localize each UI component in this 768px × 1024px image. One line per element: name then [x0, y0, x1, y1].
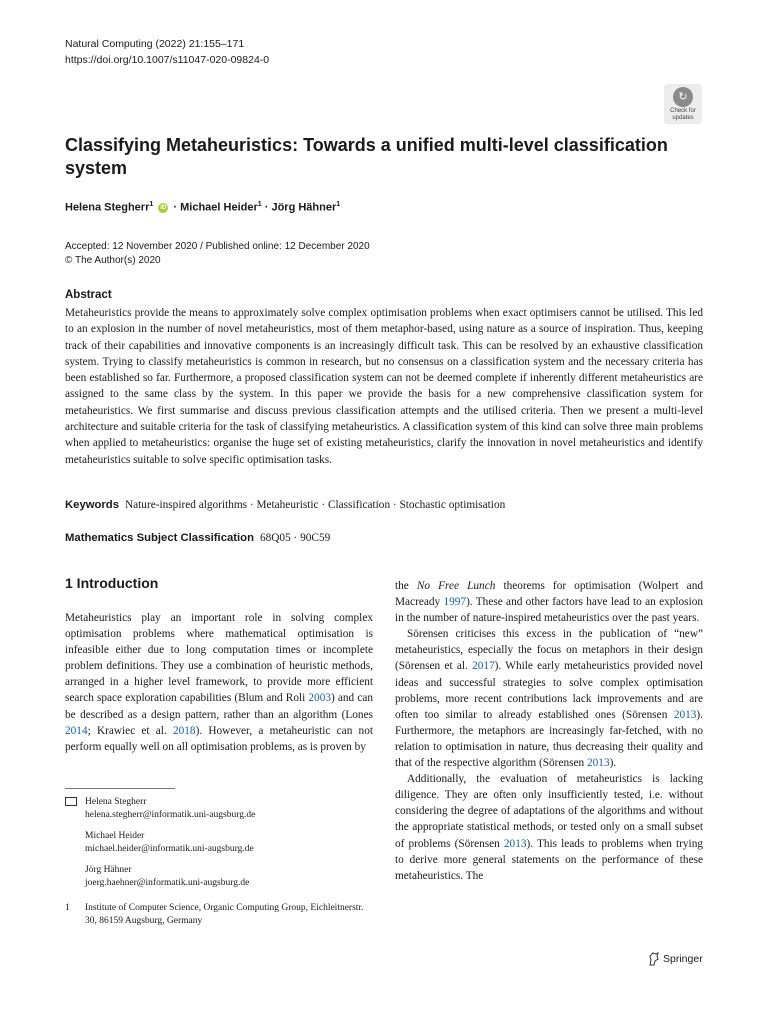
citation-link[interactable]: 2003 — [308, 692, 331, 705]
citation-link[interactable]: 2013 — [587, 757, 610, 770]
publisher-logo — [648, 952, 703, 966]
intro-paragraph: Metaheuristics play an important role in solving complex optimisation problems where mathematical optimisation is infeasible either due to long computation times or incomplete problem definitions. They use a combination of heuristic methods, arranged in a higher level framework, to provide more efficient search space exploration capabilities (Blum and Roli 2003) and can be described as a design pattern, rather than an algorithm (Lones 2014; Krawiec et al. 2018). However, a metaheuristic can not perform equally well on all optimisation problems, as is proven by — [65, 612, 373, 753]
msc-line — [65, 532, 330, 544]
contact-email[interactable]: helena.stegherr@informatik.uni-augsburg.de — [85, 810, 256, 820]
citation-link[interactable]: 2017 — [472, 660, 495, 673]
envelope-icon — [65, 797, 77, 806]
author-affiliation-mark: 1 — [336, 201, 341, 208]
body-column-right — [395, 578, 703, 884]
copyright-line: © The Author(s) 2020 — [65, 255, 161, 266]
msc-value: 68Q05 · 90C59 — [259, 532, 331, 544]
affiliation-entry — [65, 902, 375, 928]
author-affiliation-mark: 1 — [149, 201, 154, 208]
contact-name: Jörg Hähner — [85, 865, 132, 875]
author-name[interactable]: Helena Stegherr — [65, 201, 150, 214]
contact-entry — [65, 864, 375, 890]
contact-name: Michael Heider — [85, 831, 145, 841]
section-heading-introduction: 1 Introduction — [65, 575, 159, 591]
citation-link[interactable]: 2013 — [503, 837, 527, 850]
keywords-line — [65, 499, 505, 511]
intro-paragraph: the No Free Lunch theorems for optimisation (Wolpert and Macready 1997). These and other factors have lead to an explosion in the number of nature-inspired metaheuristics over the past years. — [395, 580, 704, 625]
author-name[interactable]: Jörg Hähner — [271, 201, 337, 214]
abstract-heading: Abstract — [65, 289, 112, 301]
publisher-name: Springer — [663, 953, 703, 965]
paper-title: Classifying Metaheuristics: Towards a unified multi-level classification system — [65, 135, 668, 178]
publication-dates — [65, 240, 370, 268]
author-affiliation-mark: 1 — [257, 201, 262, 208]
orcid-icon[interactable]: iD — [160, 204, 167, 211]
check-for-updates-badge[interactable] — [664, 84, 702, 124]
affiliation-mark: 1 — [65, 903, 70, 913]
msc-label: Mathematics Subject Classification — [65, 532, 254, 544]
journal-citation: Natural Computing (2022) 21:155–171 — [65, 38, 245, 50]
body-column-left — [65, 610, 373, 755]
refresh-icon: ↻ — [673, 87, 693, 107]
accepted-published-line: Accepted: 12 November 2020 / Published online: 12 December 2020 — [65, 241, 370, 252]
contact-name: Helena Stegherr — [85, 797, 147, 807]
citation-link[interactable]: 2018 — [172, 724, 196, 737]
footnote-divider — [65, 788, 175, 789]
citation-link[interactable]: 2013 — [673, 708, 697, 721]
intro-paragraph: Additionally, the evaluation of metaheuristics is lacking diligence. They are often only insufficiently tested, i.e. without considering the degree of adaptations of the algorithms and without the appropriate statistical methods, or tested only on a small subset of problems (Sörensen 2013). This leads to problems when trying to derive more general statements on the performance of these metaheuristics. The — [395, 773, 703, 882]
abstract-text: Metaheuristics provide the means to approximately solve complex optimisation problems when exact optimisers cannot be utilised. This led to an explosion in the number of novel metaheuristics, most of them metaphor-based, using nature as a source of inspiration. Thus, keeping track of their capabilities and innovative components is an increasingly difficult task. This can be resolved by an exhaustive classification system. Trying to classify metaheuristics is common in research, but no consensus on a classification system and the necessary criteria has been established so far. Furthermore, a proposed classification system can not be deemed complete if inherently different metaheuristics are assigned to the same class by the system. In this paper we provide the basis for a new comprehensive classification system for metaheuristics. We first summarise and discuss previous classification attempts and the utilised criteria. Then we present a multi-level architecture and suitable criteria for the task of classifying metaheuristics. A classification system of this kind can solve three main problems when applied to metaheuristics: organise the huge set of existing metaheuristics, clarify the innovation in novel metaheuristics and identify metaheuristics suitable to solve specific optimisation tasks. — [65, 307, 703, 466]
author-list: Helena Stegherr$^1$ iD · Michael Heider$^1$ · Jörg Hähner$^1$ — [65, 201, 341, 214]
contact-entry — [65, 796, 375, 822]
author-name[interactable]: Michael Heider — [180, 201, 258, 214]
springer-horse-icon — [648, 952, 660, 966]
keywords-label: Keywords — [65, 499, 119, 511]
contact-entry — [65, 830, 375, 856]
intro-paragraph: Sörensen criticises this excess in the publication of “new” metaheuristics, especially the focus on metaphors in their design (Sörensen et al. 2017). While early metaheuristics provided novel ideas and successful strategies to solve complex optimisation problems, more recent contributions lack improvements and are often too similar to already established ones (Sörensen 2013). Furthermore, the metaphors are increasingly far-fetched, with no relation to optimisation in nature, thus decreasing their quality and that of the respective algorithm (Sörensen 2013). — [395, 628, 704, 770]
check-for-updates-label: Check for updates — [670, 108, 696, 121]
contact-email[interactable]: michael.heider@informatik.uni-augsburg.de — [85, 844, 254, 854]
footnotes — [65, 796, 375, 936]
doi-link[interactable]: https://doi.org/10.1007/s11047-020-09824-0 — [65, 54, 270, 66]
keywords-value: Nature-inspired algorithms · Metaheuristic · Classification · Stochastic optimisation — [125, 499, 506, 511]
contact-email[interactable]: joerg.haehner@informatik.uni-augsburg.de — [85, 878, 250, 888]
citation-link[interactable]: 1997 — [443, 596, 467, 609]
affiliation-text: Institute of Computer Science, Organic Computing Group, Eichleitnerstr. 30, 86159 Augsburg, Germany — [85, 903, 364, 926]
citation-link[interactable]: 2014 — [65, 724, 88, 737]
